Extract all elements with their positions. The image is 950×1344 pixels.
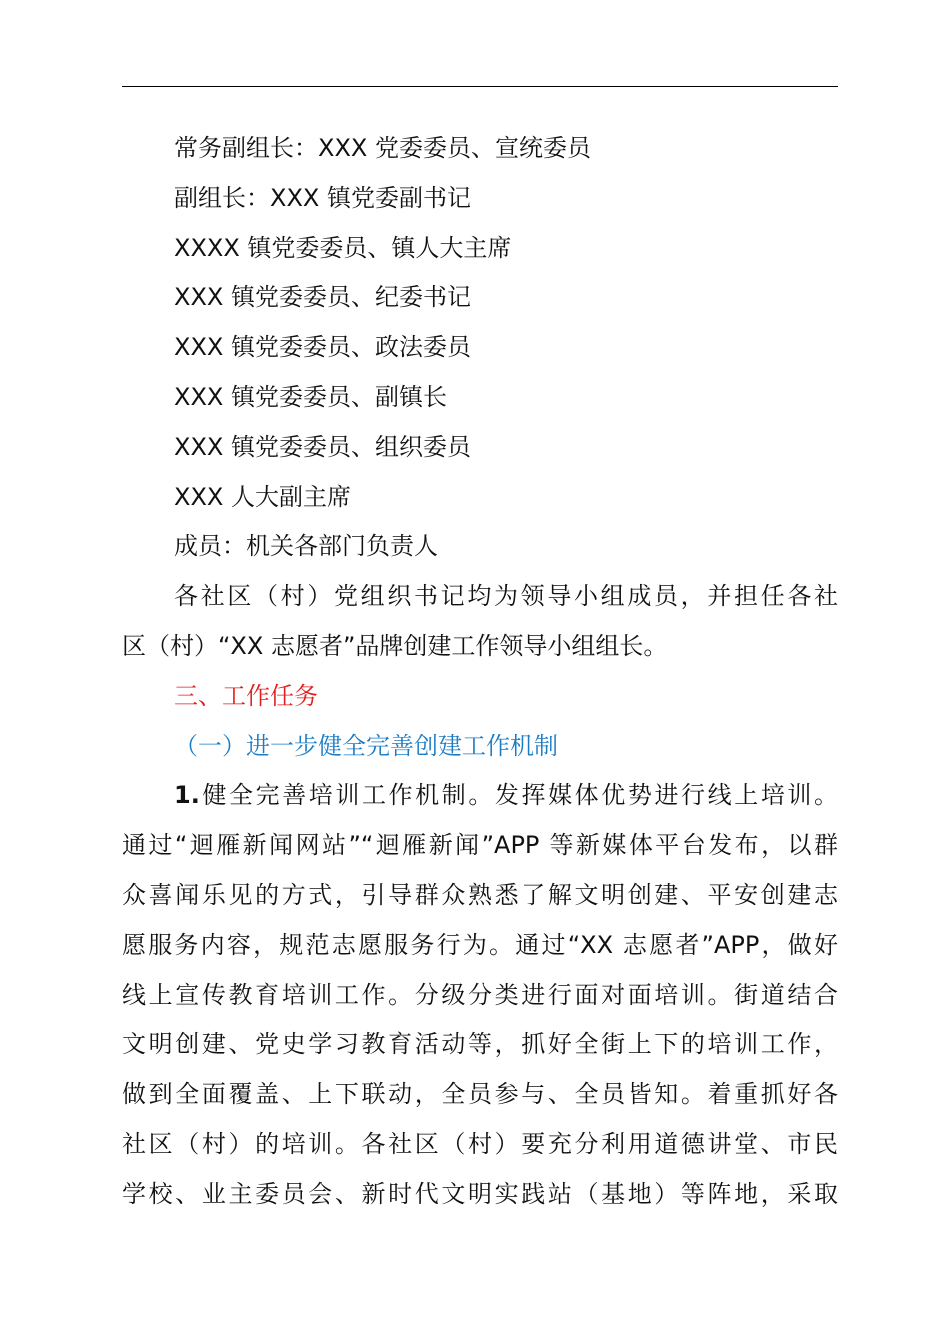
member-line: XXX 镇党委委员、组织委员 <box>174 432 471 461</box>
section-heading: 三、工作任务 <box>174 681 318 710</box>
item-number: 1. <box>174 781 200 810</box>
paragraph-line: 众喜闻乐见的方式，引导群众熟悉了解文明创建、平安创建志 <box>122 880 838 909</box>
member-line: XXX 镇党委委员、政法委员 <box>174 333 471 362</box>
document-body <box>122 124 838 1220</box>
leader-deputy: 副组长：XXX 镇党委副书记 <box>174 183 471 212</box>
paragraph-line: 做到全面覆盖、上下联动，全员参与、全员皆知。着重抓好各 <box>122 1080 838 1109</box>
paragraph-line: 区（村）“XX 志愿者”品牌创建工作领导小组组长。 <box>122 631 668 660</box>
paragraph-line: 文明创建、党史学习教育活动等，抓好全街上下的培训工作， <box>122 1030 838 1059</box>
paragraph-line: 线上宣传教育培训工作。分级分类进行面对面培训。街道结合 <box>122 980 838 1009</box>
item-text: 健全完善培训工作机制。发挥媒体优势进行线上培训。 <box>199 781 838 810</box>
paragraph-line: 各社区（村）党组织书记均为领导小组成员，并担任各社 <box>174 582 838 611</box>
paragraph-line: 学校、业主委员会、新时代文明实践站（基地）等阵地，采取 <box>122 1179 838 1208</box>
leader-deputy-executive: 常务副组长：XXX 党委委员、宣统委员 <box>174 134 591 162</box>
header-rule <box>122 86 838 87</box>
member-line: XXX 镇党委委员、副镇长 <box>174 382 447 411</box>
members-line: 成员：机关各部门负责人 <box>174 532 438 561</box>
paragraph-line: 社区（村）的培训。各社区（村）要充分利用道德讲堂、市民 <box>122 1129 838 1158</box>
paragraph-line: 通过“迴雁新闻网站”“迴雁新闻”APP 等新媒体平台发布，以群 <box>122 831 838 860</box>
member-line: XXX 镇党委委员、纪委书记 <box>174 283 471 312</box>
subsection-heading: （一）进一步健全完善创建工作机制 <box>174 731 558 760</box>
member-line: XXX 人大副主席 <box>174 482 351 511</box>
paragraph-line: 愿服务内容，规范志愿服务行为。通过“XX 志愿者”APP，做好 <box>122 930 838 959</box>
member-line: XXXX 镇党委委员、镇人大主席 <box>174 233 512 262</box>
paragraph-line <box>122 771 838 821</box>
